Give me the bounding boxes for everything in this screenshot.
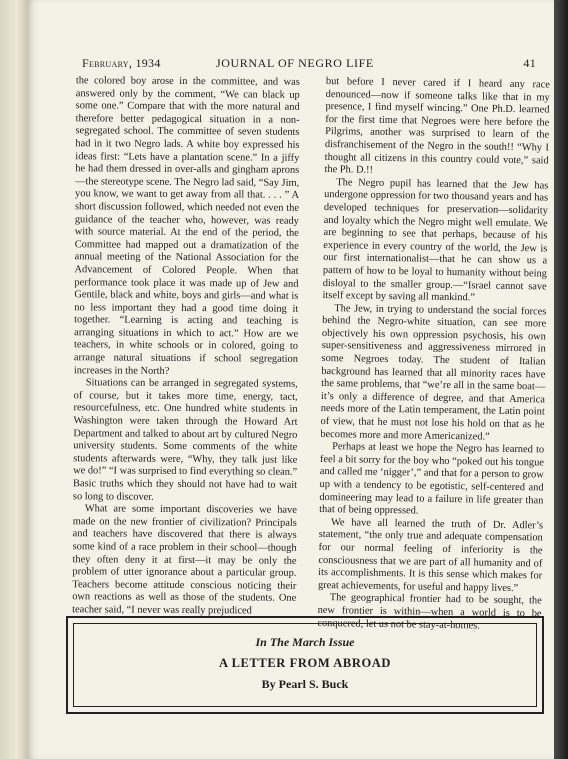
- paragraph: We have all learned the truth of Dr. Adler’s statement, “the only true and adequate compensation for our normal feeling of inferiority is the consciousness that we are part of all humanity and of its accomplishments. It is this sense which makes for great achievements, for useful and happy lives.”: [317, 516, 544, 594]
- left-column: [72, 75, 300, 618]
- announcement-box: [66, 616, 544, 714]
- journal-title: JOURNAL OF NEGRO LIFE: [216, 56, 374, 70]
- paragraph: Perhaps at least we hope the Negro has learned to feel a bit sorry for the boy who “poked out his tongue and called me ‘nigger’,” and that for a person to grow up with a tendency to be egotistic, self-centered and domineering may lead to a failure in life greater than that of being oppressed.: [319, 441, 545, 517]
- page-number: 41: [523, 56, 536, 70]
- issue-date: February, 1934: [82, 56, 161, 70]
- binding-gutter: [0, 0, 28, 759]
- paragraph: The Negro pupil has learned that the Jew has undergone oppression for two thousand years and has developed techniques for preservation—solidarity and loyalty which the Negro might well emulate. We are beginning to see that perhaps, because of his experience in every country of the world, the Jew is our first internationalist—that he can show us a pattern of how to be loyal to humanity without being disloyal to the smaller group.—“Israel cannot save itself except by saving all mankind.”: [322, 176, 549, 304]
- page-edge-shadow: [554, 0, 568, 759]
- journal-page: [28, 0, 554, 759]
- paragraph: the colored boy arose in the committee, and was answered only by the comment, “We can black up some one.” Compare that with the more natural and therefore better pedagogical situation in a non-segregated school. The committee of seven students had in it two Negro lads. A white boy expressed his ideas first: “Lets have a plantation scene.” In a jiffy he had them dressed in over-alls and gingham aprons—the stereotype scene. The Negro lad said, “Say Jim, you know, we want to get away from all that. . . . ” A short discussion followed, which needed not even the guidance of the teacher who, however, was ready with source material. At the end of the period, the Committee had mapped out a dramatization of the annual meeting of the National Association for the Advancement of Colored People. When that performance took place it was made up of Jew and Gentile, black and white, boys and girls—and what is no less important they had a good time doing it together. “Learning is acting and teaching is arranging situations in which to act.” How are we teachers, in white schools or in colored, going to arrange natural situations if school segregation increases in the North?: [73, 75, 300, 377]
- announcement-inner-frame: [73, 623, 537, 707]
- right-column: [317, 76, 550, 634]
- running-header: [82, 56, 536, 72]
- paragraph: What are some important discoveries we have made on the new frontier of civilization? Principals and teachers have discovered that there is always some kind of a race problem in their school—though they often deny it at first—it may be only the problem of utter ignorance about a particular group. Teachers become attitude conscious noticing their own reactions as well as those of the students. One teacher said, “I never was really prejudiced: [72, 503, 297, 617]
- announcement-label: In The March Issue: [255, 635, 355, 649]
- paragraph: but before I never cared if I heard any race denounced—now if someone talks like that in my presence, I find myself wincing.” One Ph.D. learned for the first time that Negroes were here before the Pilgrims, another was surprised to learn of the disfranchisement of the Negro in the south!! “Why I thought all citizens in this country could vote,” said the Ph. D.!!: [324, 76, 550, 176]
- paragraph: The geographical frontier had to be sought, the new frontier is within—when a world is to be conquered, let us not be stay-at-homes.: [317, 592, 542, 632]
- paragraph: Situations can be arranged in segregated systems, of course, but it takes more time, energy, tact, resourcefulness, etc. One hundred white students in Washington were taken through the Howard Art Department and talked to about art by cultured Negro university students. Some comments of the white students afterwards were, “Why, they talk just like we do!” “I was surprised to find everything so clean.” Basic truths which they should not have had to wait so long to discover.: [72, 377, 298, 503]
- paragraph: The Jew, in trying to understand the social forces behind the Negro-white situation, can see more objectively his own oppression psychosis, his own super-sensitiveness and aggressiveness mirrored in some Negroes today. The student of Italian background has learned that all minority races have the same problems, that “we’re all in the same boat—it’s only a difference of degree, and that America needs more of the Latin temperament, the Latin point of view, that he must not lose his hold on that as he becomes more and more Americanized.”: [320, 302, 547, 443]
- announcement-author: By Pearl S. Buck: [261, 677, 349, 691]
- announcement-title: A LETTER FROM ABROAD: [218, 656, 392, 670]
